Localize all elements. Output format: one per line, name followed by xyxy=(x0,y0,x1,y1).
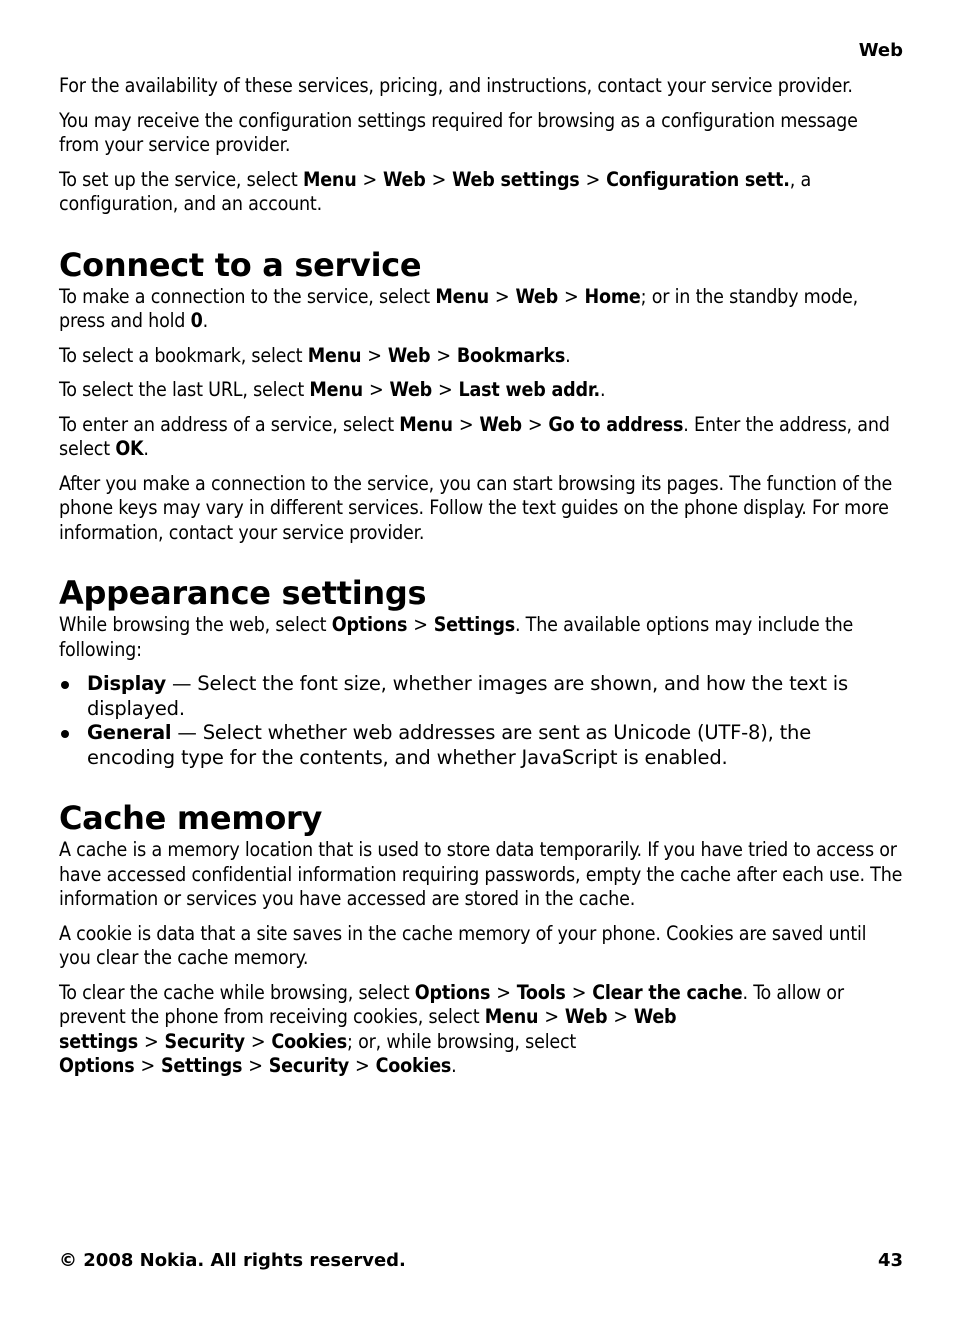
page-content xyxy=(59,74,903,1089)
menu-path-item: Options xyxy=(331,613,408,636)
text: . xyxy=(565,343,571,367)
text: To enter an address of a service, select xyxy=(59,412,400,436)
menu-path-item: Home xyxy=(584,284,641,308)
menu-path-item: Options xyxy=(414,980,491,1004)
menu-path-item: Web settings xyxy=(59,1005,677,1053)
connect-paragraph-4 xyxy=(59,413,903,462)
path-separator: > xyxy=(585,167,601,191)
path-separator: > xyxy=(355,1054,370,1077)
menu-path-item: Tools xyxy=(516,980,566,1004)
text: To clear the cache while browsing, select xyxy=(59,980,415,1004)
menu-path-item: Go to address xyxy=(548,412,684,436)
menu-path-item: Web xyxy=(389,378,433,401)
path-separator: > xyxy=(438,378,453,401)
menu-path-item: Menu xyxy=(309,378,363,401)
connect-paragraph-3 xyxy=(59,378,903,403)
text: While browsing the web, select xyxy=(59,613,332,636)
page-footer xyxy=(59,1250,903,1271)
menu-path-item: Menu xyxy=(435,284,489,308)
key-label: 0 xyxy=(190,309,203,332)
text: To make a connection to the service, select xyxy=(59,284,436,308)
text: To set up the service, select xyxy=(59,167,303,191)
option-description: — Select the font size, whether images are shown, and how the text is displayed. xyxy=(87,672,848,720)
text: . xyxy=(451,1054,457,1077)
text: . xyxy=(202,309,208,332)
menu-path-item: Configuration sett. xyxy=(606,167,790,191)
path-separator: > xyxy=(144,1029,159,1053)
section-heading-cache: Cache memory xyxy=(59,799,323,837)
menu-path-item: Web xyxy=(479,412,522,436)
menu-path-item: Options xyxy=(59,1054,135,1077)
path-separator: > xyxy=(250,1029,266,1053)
path-separator: > xyxy=(368,378,384,401)
text: To select the last URL, select xyxy=(59,378,310,401)
menu-path-item: Security xyxy=(164,1029,245,1053)
connect-paragraph-5: After you make a connection to the service, you can start browsing its pages. The function of the phone keys may vary in different services. Follow the text guides on the phone display. For more information, contact your service provider. xyxy=(59,471,893,544)
text: ; or, while browsing, select xyxy=(347,1029,577,1053)
cache-paragraph-3 xyxy=(59,981,903,1079)
menu-path-item: Last web addr. xyxy=(458,378,600,401)
menu-path-item: Menu xyxy=(399,412,453,436)
menu-path-item: Menu xyxy=(302,167,357,191)
copyright-notice: © 2008 Nokia. All rights reserved. xyxy=(59,1250,406,1271)
path-separator: > xyxy=(431,167,447,191)
menu-path-item: Bookmarks xyxy=(456,343,566,367)
path-separator: > xyxy=(367,343,382,367)
path-separator: > xyxy=(362,167,378,191)
cache-paragraph-2: A cookie is data that a site saves in the cache memory of your phone. Cookies are saved until you clear the cache memory. xyxy=(59,921,867,969)
path-separator: > xyxy=(248,1054,263,1077)
text: . xyxy=(599,378,606,401)
text: , a configuration, and an account. xyxy=(59,167,812,215)
option-term: Display xyxy=(87,672,166,695)
menu-path-item: Web xyxy=(387,343,431,367)
path-separator: > xyxy=(571,980,587,1004)
menu-path-item: Web xyxy=(515,284,558,308)
list-item xyxy=(59,721,903,770)
path-separator: > xyxy=(413,613,428,636)
option-description: — Select whether web addresses are sent as Unicode (UTF-8), the encoding type for the contents, and whether JavaScript is enabled. xyxy=(87,721,811,769)
menu-path-item: Cookies xyxy=(271,1029,347,1053)
intro-paragraph-2: You may receive the configuration settings required for browsing as a configuration message from your service provider. xyxy=(59,108,858,156)
connect-paragraph-1 xyxy=(59,285,903,334)
list-item xyxy=(59,672,903,721)
menu-path-item: Menu xyxy=(484,1005,539,1028)
menu-path-item: Web xyxy=(383,167,426,191)
path-separator: > xyxy=(140,1054,155,1077)
menu-path-item: Web xyxy=(564,1005,608,1028)
text: . xyxy=(143,437,149,460)
menu-path-item: Clear the cache xyxy=(592,980,743,1004)
menu-path-item: Web settings xyxy=(452,167,580,191)
appearance-paragraph-1 xyxy=(59,613,903,662)
menu-path-item: Menu xyxy=(307,343,362,367)
key-label: OK xyxy=(115,437,144,460)
text: To select a bookmark, select xyxy=(59,343,308,367)
appearance-options-list xyxy=(59,672,903,770)
text: . Enter the address, and select xyxy=(59,412,890,460)
path-separator: > xyxy=(436,343,451,367)
option-term: General xyxy=(87,721,172,744)
path-separator: > xyxy=(613,1005,628,1028)
path-separator: > xyxy=(544,1005,559,1028)
text: ; or in the standby mode, press and hold xyxy=(59,284,858,332)
section-heading-appearance: Appearance settings xyxy=(59,574,427,612)
page-number: 43 xyxy=(877,1250,903,1271)
menu-path-item: Security xyxy=(268,1054,350,1077)
path-separator: > xyxy=(494,284,510,308)
text: . To allow or prevent the phone from receiving cookies, select xyxy=(59,980,844,1028)
section-heading-connect: Connect to a service xyxy=(59,245,422,284)
path-separator: > xyxy=(563,284,579,308)
path-separator: > xyxy=(458,412,474,436)
path-separator: > xyxy=(527,412,543,436)
text: . The available options may include the following: xyxy=(59,613,854,661)
running-header: Web xyxy=(858,40,903,61)
menu-path-item: Settings xyxy=(433,613,515,636)
intro-paragraph-3 xyxy=(59,168,903,217)
cache-paragraph-1: A cache is a memory location that is used to store data temporarily. If you have tried to access or have accessed confidential information requiring passwords, empty the cache after each use. The information or services you have accessed are stored in the cache. xyxy=(59,838,903,910)
menu-path-item: Settings xyxy=(160,1054,243,1077)
connect-paragraph-2 xyxy=(59,344,903,369)
path-separator: > xyxy=(496,980,511,1004)
intro-paragraph-1: For the availability of these services, pricing, and instructions, contact your service provider. xyxy=(59,74,853,97)
menu-path-item: Cookies xyxy=(375,1054,452,1077)
